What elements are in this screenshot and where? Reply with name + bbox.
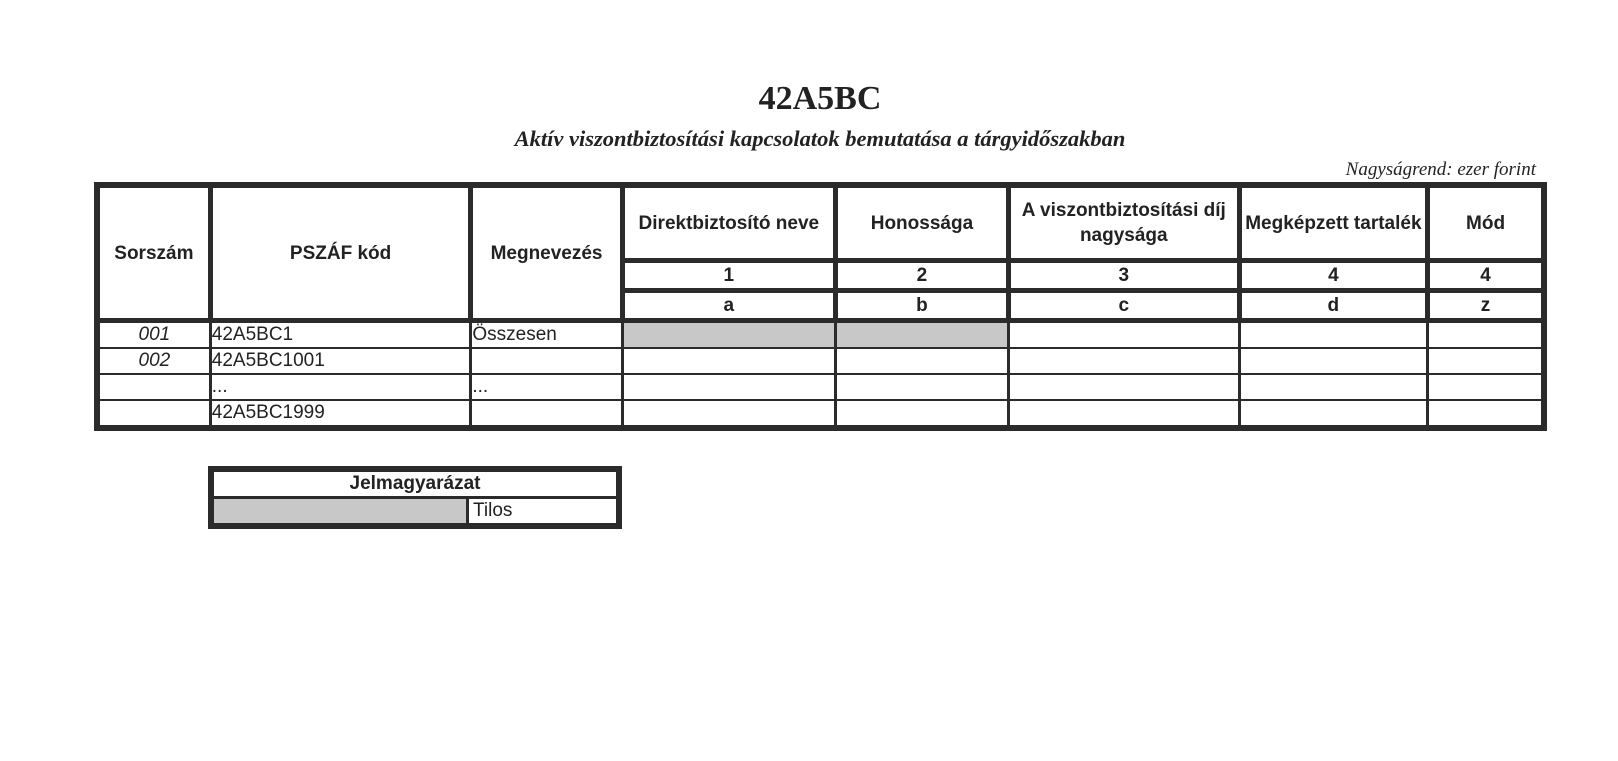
- header-pszaf-kod: PSZÁF kód: [210, 185, 471, 321]
- value-cell[interactable]: [622, 400, 835, 428]
- row-megnevezes: [471, 348, 622, 374]
- value-cell[interactable]: [1008, 348, 1239, 374]
- value-cell[interactable]: [1239, 374, 1427, 400]
- row-kod: 42A5BC1: [210, 321, 471, 349]
- col-code: z: [1428, 291, 1544, 321]
- value-cell[interactable]: [1428, 400, 1544, 428]
- col-number: 2: [835, 261, 1008, 291]
- legend-swatch-forbidden: [211, 498, 468, 527]
- header-megkepzett-tartalek: Megképzett tartalék: [1239, 185, 1427, 261]
- forbidden-cell: [835, 321, 1008, 349]
- row-megnevezes: [471, 400, 622, 428]
- legend-label-forbidden: Tilos: [468, 498, 620, 527]
- col-code: d: [1239, 291, 1427, 321]
- value-cell[interactable]: [835, 400, 1008, 428]
- unit-note: Nagyságrend: ezer forint: [1345, 159, 1536, 180]
- col-number: 4: [1239, 261, 1427, 291]
- form-subtitle: Aktív viszontbiztosítási kapcsolatok bemutatása a tárgyidőszakban: [514, 126, 1126, 151]
- row-kod: 42A5BC1001: [210, 348, 471, 374]
- value-cell[interactable]: [1428, 348, 1544, 374]
- col-code: a: [622, 291, 835, 321]
- col-number: 4: [1428, 261, 1544, 291]
- header-sorszam: Sorszám: [97, 185, 210, 321]
- value-cell[interactable]: [1428, 321, 1544, 349]
- value-cell[interactable]: [835, 348, 1008, 374]
- legend-title: Jelmagyarázat: [211, 469, 619, 498]
- row-megnevezes: Összesen: [471, 321, 622, 349]
- form-code-title: 42A5BC: [758, 80, 882, 117]
- value-cell[interactable]: [1239, 321, 1427, 349]
- header-honossaga: Honossága: [835, 185, 1008, 261]
- value-cell[interactable]: [622, 374, 835, 400]
- data-table: [94, 182, 1547, 431]
- col-number: 3: [1008, 261, 1239, 291]
- row-sorszam: [97, 400, 210, 428]
- row-sorszam: [97, 374, 210, 400]
- row-megnevezes: ...: [471, 374, 622, 400]
- col-code: b: [835, 291, 1008, 321]
- value-cell[interactable]: [1239, 348, 1427, 374]
- row-kod: 42A5BC1999: [210, 400, 471, 428]
- row-sorszam: 001: [97, 321, 210, 349]
- value-cell[interactable]: [1008, 374, 1239, 400]
- header-viszontbiztositasi-dij: A viszontbiztosítási díj nagysága: [1008, 185, 1239, 261]
- value-cell[interactable]: [622, 348, 835, 374]
- value-cell[interactable]: [1008, 321, 1239, 349]
- table-row: [97, 321, 1544, 349]
- legend-table: [208, 466, 622, 529]
- table-row: [97, 374, 1544, 400]
- col-number: 1: [622, 261, 835, 291]
- col-code: c: [1008, 291, 1239, 321]
- header-mod: Mód: [1428, 185, 1544, 261]
- table-row: [97, 348, 1544, 374]
- table-row: [97, 400, 1544, 428]
- value-cell[interactable]: [1428, 374, 1544, 400]
- header-megnevezes: Megnevezés: [471, 185, 622, 321]
- row-sorszam: 002: [97, 348, 210, 374]
- row-kod: ...: [210, 374, 471, 400]
- value-cell[interactable]: [1008, 400, 1239, 428]
- forbidden-cell: [622, 321, 835, 349]
- value-cell[interactable]: [1239, 400, 1427, 428]
- header-direktbiztosito: Direktbiztosító neve: [622, 185, 835, 261]
- value-cell[interactable]: [835, 374, 1008, 400]
